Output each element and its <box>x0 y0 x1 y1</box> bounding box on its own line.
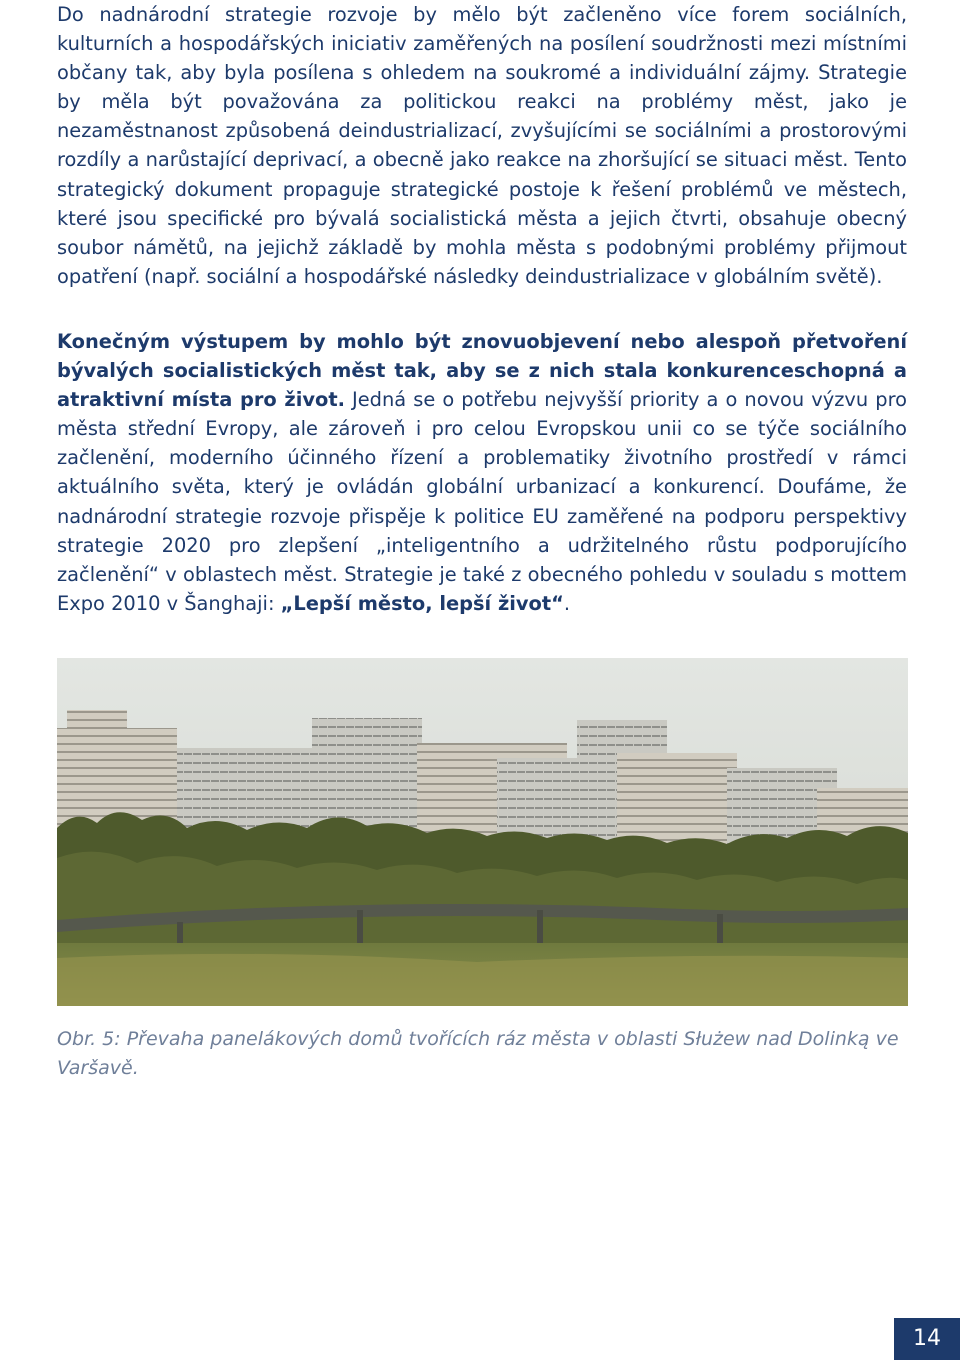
page-number: 14 <box>894 1318 960 1360</box>
housing-estate-photo <box>57 658 908 1006</box>
conclusion-bold-lead: Konečným výstupem by mohlo být znovuobjevení nebo alespoň přetvoření bývalých socialistických měst tak, aby se z nich stala konkurenceschopná a atraktivní místa pro život. <box>57 330 907 412</box>
intro-paragraph: Do nadnárodní strategie rozvoje by mělo být začleněno více forem sociálních, kulturních a hospodářských iniciativ zaměřených na posílení soudržnosti mezi místními občany tak, aby byla posílena s ohledem na soukromé a individuální zájmy. Strategie by měla být považována za politickou reakci na problémy měst, jako je nezaměstnanost způsobená deindustrializací, zvyšujícími se sociálními a prostorovými rozdíly a narůstající deprivací, a obecně jako reakce na zhoršující se situaci měst. Tento strategický dokument propaguje strategické postoje k řešení problémů ve městech, které jsou specifické pro bývalá socialistická města a jejich čtvrti, obsahuje obecný soubor námětů, na jejichž základě by mohla města s podobnými problémy přijmout opatření (např. sociální a hospodářské následky deindustrializace v globálním světě). <box>57 3 907 288</box>
expo-motto: „Lepší město, lepší život“ <box>280 591 564 615</box>
conclusion-end: . <box>563 591 571 615</box>
conclusion-paragraph <box>57 327 907 618</box>
figure-caption: Obr. 5: Převaha panelákových domů tvořících ráz města v oblasti Służew nad Dolinką ve Varšavě. <box>57 1028 899 1079</box>
conclusion-body: Jedná se o potřebu nejvyšší priority a o novou výzvu pro města střední Evropy, ale zároveň i pro celou Evropskou unii co se týče sociálního začlenění, moderního účinného řízení a problematiky životního prostředí v rámci aktuálního světa, který je ovládán globální urbanizací a konkurencí. Doufáme, že nadnárodní strategie rozvoje přispěje k politice EU zaměřené na podporu perspektivy strategie 2020 pro zlepšení „inteligentního a udržitelného růstu podporujícího začlenění“ v oblastech měst. Strategie je také z obecného pohledu v souladu s mottem Expo 2010 v Šanghaji: <box>57 388 907 615</box>
